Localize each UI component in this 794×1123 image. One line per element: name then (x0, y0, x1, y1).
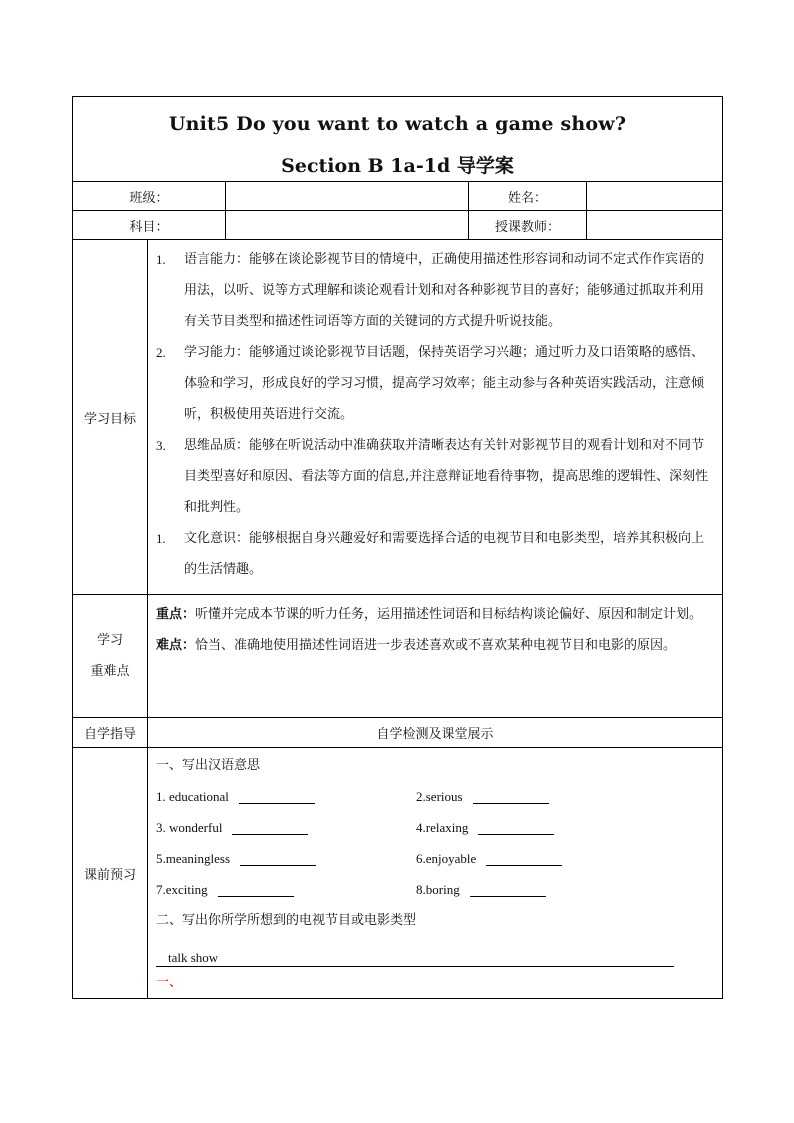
subject-label: 科目： (73, 211, 226, 240)
guide-header: 自学检测及课堂展示 (148, 718, 723, 748)
preview-label: 课前预习 (73, 748, 148, 999)
objectives-label: 学习目标 (73, 240, 148, 595)
class-label: 班级： (73, 182, 226, 211)
section1-title: 一、写出汉语意思 (156, 758, 261, 773)
guide-label: 自学指导 (73, 718, 148, 748)
subject-field[interactable] (226, 211, 469, 240)
word-label: 7.exciting (156, 882, 208, 897)
objective-text: 思维品质：能够在听说活动中准确获取并清晰表达有关针对影视节目的观看计划和对不同节目类型喜好和原因、看法等方面的信息,并注意辩证地看待事物，提高思维的逻辑性、深刻性和批判性。 (184, 438, 709, 515)
objective-text: 语言能力：能够在谈论影视节目的情境中，正确使用描述性形容词和动词不定式作作宾语的用法，以听、说等方式理解和谈论观看计划和对各种影视节目的喜好；能够通过抓取并利用有关节目类型和描述性词语等方面的关键词的方式提升听说技能。 (184, 252, 705, 329)
key-point-text: 听懂并完成本节课的听力任务，运用描述性词语和目标结构谈论偏好、原因和制定计划。 (195, 607, 703, 622)
doc-title: Unit5 Do you want to watch a game show? (168, 112, 627, 135)
name-label: 姓名： (469, 182, 587, 211)
objectives-cell (148, 240, 723, 595)
objective-item (156, 430, 712, 523)
difficult-point-text: 恰当、准确地使用描述性词语进一步表述喜欢或不喜欢某种电视节目和电影的原因。 (195, 638, 677, 653)
key-point (156, 599, 712, 630)
word-row (156, 781, 714, 812)
key-point-label: 重点： (156, 607, 196, 622)
word-label: 2.serious (416, 789, 463, 804)
objective-text: 文化意识：能够根据自身兴趣爱好和需要选择合适的电视节目和电影类型，培养其积极向上的生活情趣。 (184, 531, 705, 577)
answer-blank[interactable] (218, 882, 294, 897)
teacher-label: 授课教师： (469, 211, 587, 240)
answer-blank[interactable] (470, 882, 546, 897)
answer-blank[interactable] (232, 820, 308, 835)
answer-blank[interactable] (240, 851, 316, 866)
answer-blank[interactable] (473, 789, 549, 804)
section2-title: 二、写出你所学所想到的电视节目或电影类型 (156, 913, 417, 928)
example-text: talk show (168, 950, 219, 965)
objective-number: 3. (156, 438, 166, 453)
preview-cell (148, 748, 723, 999)
word-row (156, 812, 714, 843)
focus-cell (148, 595, 723, 718)
focus-label (73, 595, 148, 718)
word-label: 5.meaningless (156, 851, 231, 866)
word-label: 6.enjoyable (416, 851, 477, 866)
objective-number: 2. (156, 345, 166, 360)
focus-label-line1: 学习 (96, 633, 123, 648)
objective-text: 学习能力：能够通过谈论影视节目话题，保持英语学习兴趣；通过听力及口语策略的感悟、体验和学习，形成良好的学习习惯，提高学习效率；能主动参与各种英语实践活动，注意倾听，积极使用英语进行交流。 (184, 345, 705, 422)
difficult-point (156, 630, 712, 661)
doc-subtitle: Section B 1a-1d 导学案 (281, 154, 514, 177)
objective-item (156, 523, 712, 585)
class-field[interactable] (226, 182, 469, 211)
name-field[interactable] (587, 182, 723, 211)
teacher-field[interactable] (587, 211, 723, 240)
word-label: 1. educational (156, 789, 229, 804)
word-label: 3. wonderful (156, 820, 223, 835)
objective-item (156, 244, 712, 337)
objectives-list (148, 240, 722, 591)
answer-blank[interactable] (486, 851, 562, 866)
focus-label-line2: 重难点 (90, 664, 130, 679)
word-label: 8.boring (416, 882, 460, 897)
lesson-plan-table (72, 96, 723, 999)
answer-blank[interactable] (239, 789, 315, 804)
difficult-point-label: 难点： (156, 638, 196, 653)
word-row (156, 874, 714, 905)
objective-item (156, 337, 712, 430)
objective-number: 1. (156, 531, 166, 546)
section3-title: 一、 (156, 975, 183, 990)
word-row (156, 843, 714, 874)
title-cell (73, 97, 723, 182)
example-line[interactable] (156, 936, 714, 967)
objective-number: 1. (156, 252, 166, 267)
answer-blank[interactable] (478, 820, 554, 835)
word-label: 4.relaxing (416, 820, 469, 835)
